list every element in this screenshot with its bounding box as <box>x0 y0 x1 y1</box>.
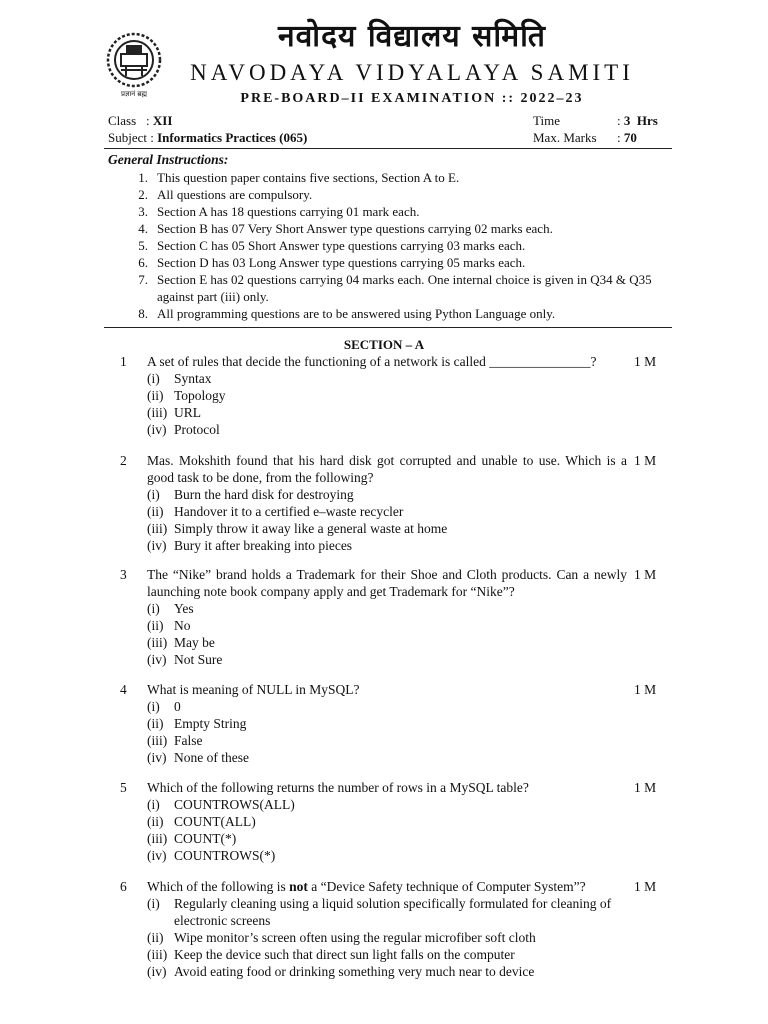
option: (ii) Wipe monitor’s screen often using the regular microfiber soft cloth <box>147 930 536 945</box>
option: (ii) Empty String <box>147 716 247 731</box>
option: (iv) Avoid eating food or drinking something very much near to device <box>147 964 535 979</box>
option: (ii) Handover it to a certified e–waste recycler <box>147 504 404 519</box>
class-label: Class <box>108 113 137 128</box>
option: (i) Yes <box>147 601 194 616</box>
section-a-title: SECTION – A <box>343 337 425 352</box>
question-marks: 1 M <box>634 354 657 369</box>
option: (iii) URL <box>147 405 201 420</box>
marks-label: Max. Marks <box>533 130 597 145</box>
option: (iv) Protocol <box>147 422 220 437</box>
instruction-item: 3. Section A has 18 questions carrying 01 mark each. <box>138 204 420 219</box>
option: (iv) None of these <box>147 750 249 765</box>
question-number: 1 <box>120 354 127 369</box>
class-value: XII <box>152 113 173 128</box>
option: (iii) COUNT(*) <box>147 831 237 846</box>
option: (i) COUNTROWS(ALL) <box>147 797 295 812</box>
question-3 <box>104 566 674 668</box>
subject-value: Informatics Practices (065) <box>157 130 308 145</box>
question-6 <box>104 878 674 980</box>
time-label: Time <box>533 113 560 128</box>
subject-row <box>108 130 307 146</box>
instructions-divider <box>104 327 672 328</box>
option: (i) 0 <box>147 699 181 714</box>
instruction-item: 5. Section C has 05 Short Answer type questions carrying 03 marks each. <box>138 238 526 253</box>
instruction-item: 7. Section E has 02 questions carrying 04 marks each. One internal choice is given in Q34 & Q35 against part (iii) only. <box>138 272 652 304</box>
options-list <box>147 370 674 438</box>
option: (ii) COUNT(ALL) <box>147 814 256 829</box>
question-text: Which of the following is not a “Device Safety technique of Computer System”? <box>147 879 586 894</box>
nvs-logo <box>104 26 164 106</box>
option: (ii) No <box>147 618 191 633</box>
question-marks: 1 M <box>634 879 657 894</box>
class-row: Class : XII <box>108 113 173 128</box>
question-number: 2 <box>120 453 127 468</box>
marks-row: Max. Marks : 70 <box>533 130 637 145</box>
emphasis-not: not <box>289 879 308 894</box>
english-title: NAVODAYA VIDYALAYA SAMITI <box>190 60 634 85</box>
option: (iv) COUNTROWS(*) <box>147 848 276 863</box>
question-text: What is meaning of NULL in MySQL? <box>147 682 360 697</box>
option: (iii) May be <box>147 635 215 650</box>
question-text: A set of rules that decide the functioning of a network is called _______________? <box>147 354 597 369</box>
header-divider <box>104 148 672 149</box>
instruction-item: 4. Section B has 07 Very Short Answer type questions carrying 02 marks each. <box>138 221 553 236</box>
question-number: 3 <box>120 567 127 582</box>
question-text: Which of the following returns the number of rows in a MySQL table? <box>147 780 529 795</box>
options-list <box>147 698 674 766</box>
instructions-list <box>118 169 678 322</box>
instruction-item: 8. All programming questions are to be answered using Python Language only. <box>138 306 556 321</box>
question-1 <box>104 353 674 438</box>
options-list <box>147 796 674 864</box>
question-4 <box>104 681 674 766</box>
option: (ii) Topology <box>147 388 226 403</box>
question-5 <box>104 779 674 864</box>
question-marks: 1 M <box>634 567 657 582</box>
question-marks: 1 M <box>634 780 657 795</box>
option: (i) Burn the hard disk for destroying <box>147 487 354 502</box>
marks-value: 70 <box>623 130 637 145</box>
instruction-item: 2. All questions are compulsory. <box>138 187 313 202</box>
question-text: Mas. Mokshith found that his hard disk got corrupted and unable to use. Which is a good task to be done, from the following? <box>147 453 627 485</box>
question-number: 6 <box>120 879 127 894</box>
hindi-title: नवोदय विद्यालय समिति <box>277 19 547 54</box>
logo-motto: प्रज्ञानं ब्रह्म <box>121 90 147 98</box>
option: (iv) Not Sure <box>147 652 223 667</box>
instruction-item: 6. Section D has 03 Long Answer type questions carrying 05 marks each. <box>138 255 526 270</box>
question-number: 4 <box>120 682 127 697</box>
options-list <box>147 600 674 668</box>
options-list <box>147 486 674 554</box>
question-marks: 1 M <box>634 682 657 697</box>
option: (i) Syntax <box>147 371 212 386</box>
instruction-item: 1. This question paper contains five sections, Section A to E. <box>138 170 460 185</box>
option: (i) Regularly cleaning using a liquid solution specifically formulated for cleaning of electronic screens <box>147 896 612 928</box>
option: (iv) Bury it after breaking into pieces <box>147 538 353 553</box>
exam-title: PRE-BOARD–II EXAMINATION :: 2022–23 <box>240 91 584 106</box>
instructions-heading: General Instructions: <box>108 152 229 167</box>
option: (iii) Keep the device such that direct sun light falls on the computer <box>147 947 515 962</box>
time-value: 3 Hrs <box>623 113 658 128</box>
question-2 <box>104 452 674 554</box>
option: (iii) False <box>147 733 203 748</box>
option: (iii) Simply throw it away like a general waste at home <box>147 521 448 536</box>
options-list <box>147 895 674 980</box>
question-text: The “Nike” brand holds a Trademark for their Shoe and Cloth products. Can a newly launching note book company apply and get Trademark for “Nike”? <box>147 567 627 599</box>
time-row: Time : 3 Hrs <box>533 113 658 128</box>
question-number: 5 <box>120 780 127 795</box>
subject-label: Subject : <box>108 130 154 145</box>
question-marks: 1 M <box>634 453 657 468</box>
